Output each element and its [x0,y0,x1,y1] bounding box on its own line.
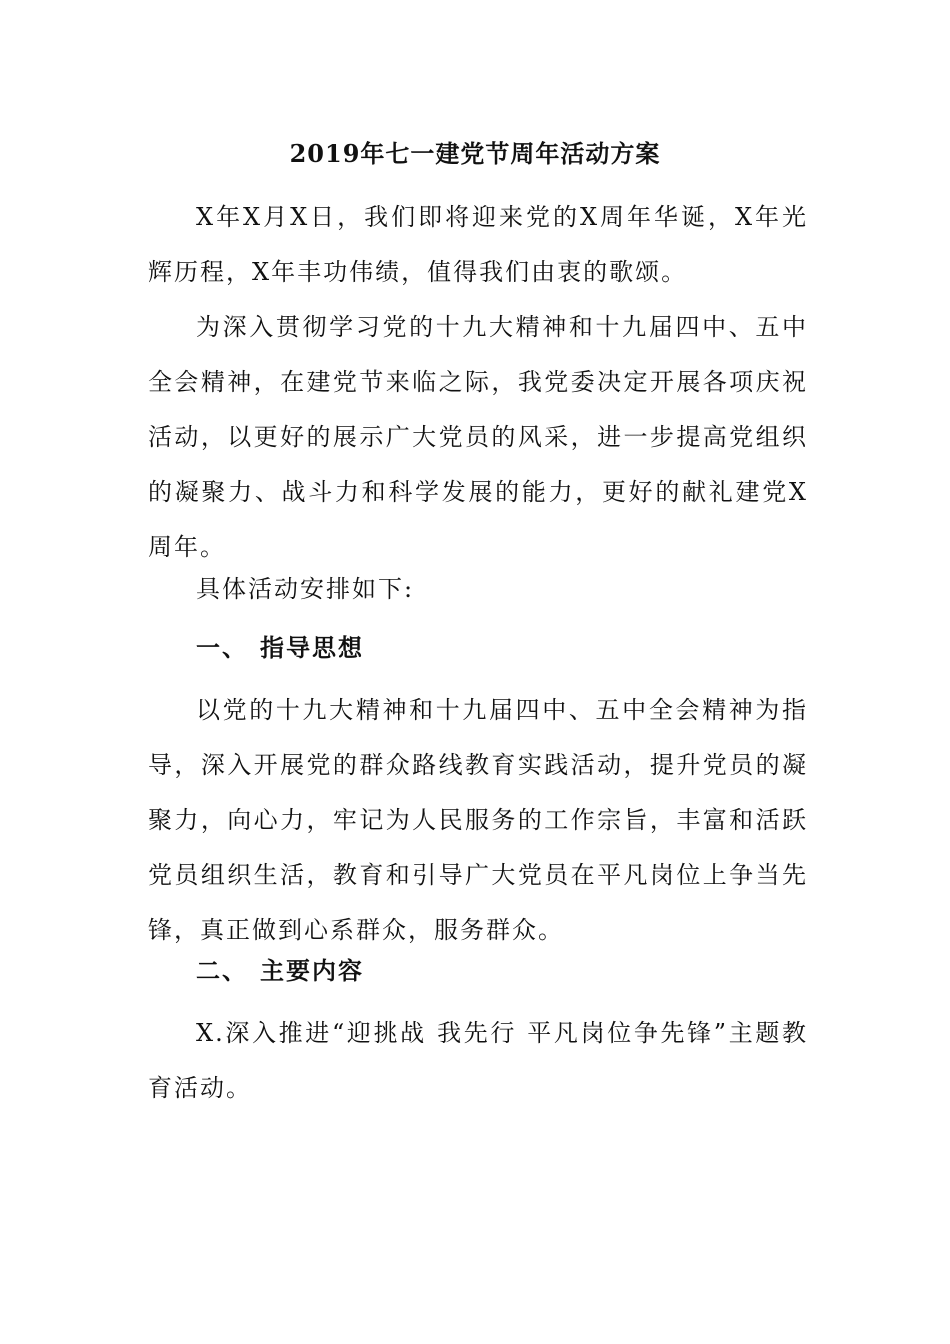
section-number: 一、 [196,633,248,662]
section-heading-text: 主要内容 [260,956,364,985]
section-heading-guiding-thought [196,628,364,668]
document-title: 2019年七一建党节周年活动方案 [289,139,661,168]
section-heading-main-content [196,951,364,991]
guiding-thought-paragraph: 以党的十九大精神和十九届四中、五中全会精神为指导，深入开展党的群众路线教育实践活动，提升党员的凝聚力，向心力，牢记为人民服务的工作宗旨，丰富和活跃党员组织生活，教育和引导广大党员在平凡岗位上争当先锋，真正做到心系群众，服务群众。 [148,696,808,944]
main-content-paragraph: X.深入推进“迎挑战 我先行 平凡岗位争先锋”主题教育活动。 [148,1019,808,1102]
schedule-intro-paragraph: 具体活动安排如下: [196,575,415,603]
section-heading-text: 指导思想 [260,633,364,662]
purpose-paragraph: 为深入贯彻学习党的十九大精神和十九届四中、五中全会精神，在建党节来临之际，我党委决定开展各项庆祝活动，以更好的展示广大党员的风采，进一步提高党组织的凝聚力、战斗力和科学发展的能力，更好的献礼建党X周年。 [148,313,808,561]
section-number: 二、 [196,956,248,985]
intro-paragraph: X年X月X日，我们即将迎来党的X周年华诞，X年光辉历程，X年丰功伟绩，值得我们由衷的歌颂。 [148,203,808,286]
